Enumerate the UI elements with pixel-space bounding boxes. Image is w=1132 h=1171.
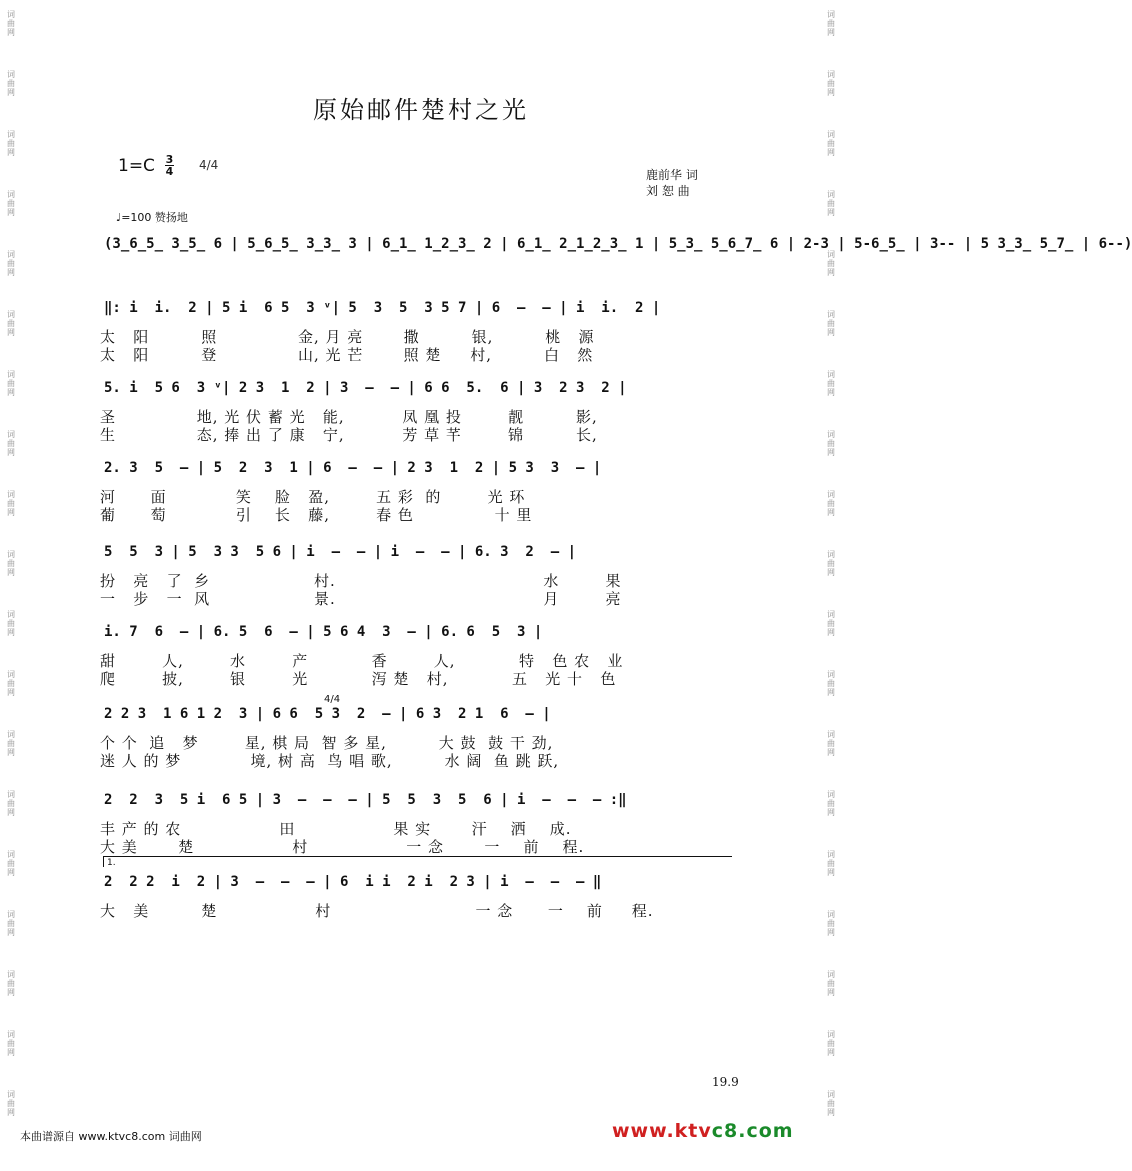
note-line: 2 2 3 1 6 1 2 3 | 6 6 5 3 2 – | 6 3 2 1 6 – | xyxy=(104,706,551,722)
time-signature xyxy=(165,154,174,177)
tempo-marking: ♩=100 赞扬地 xyxy=(116,211,188,224)
lyric-line-2: 爬 披, 银 光 泻 楚 村, 五 光 十 色 xyxy=(100,670,617,688)
footer-source: 本曲谱源自 www.ktvc8.com 词曲网 xyxy=(20,1130,202,1143)
watermark-text: 词 曲 网 xyxy=(827,730,835,757)
watermark-text: 词 曲 网 xyxy=(7,430,15,457)
lyricist-credit: 鹿前华 词 xyxy=(646,168,698,182)
lyric-line-2: 一 步 一 风 景. 月 亮 xyxy=(100,590,622,608)
lyric-line-2: 迷 人 的 梦 境, 树 高 鸟 唱 歌, 水 阔 鱼 跳 跃, xyxy=(100,752,560,770)
site-logo xyxy=(612,1120,794,1142)
watermark-text: 词 曲 网 xyxy=(7,190,15,217)
watermark-text: 词 曲 网 xyxy=(7,550,15,577)
watermark-text: 词 曲 网 xyxy=(7,790,15,817)
watermark-text: 词 曲 网 xyxy=(7,1090,15,1117)
watermark-text: 词 曲 网 xyxy=(7,310,15,337)
watermark-text: 词 曲 网 xyxy=(7,130,15,157)
watermark-text: 词 曲 网 xyxy=(827,1090,835,1117)
lyric-line-2: 生 态, 捧 出 了 康 宁, 芳 草 芊 锦 长, xyxy=(100,426,598,444)
lyric-line-1: 河 面 笑 脸 盈, 五 彩 的 光 环 xyxy=(100,488,526,506)
page-number: 19.9 xyxy=(712,1075,739,1089)
lyric-line-1: 甜 人, 水 产 香 人, 特 色 农 业 xyxy=(100,652,624,670)
volta-label: 1. xyxy=(107,858,116,868)
watermark-text: 词 曲 网 xyxy=(827,910,835,937)
watermark-text: 词 曲 网 xyxy=(827,370,835,397)
note-line: i. 7 6 – | 6. 5 6 – | 5 6 4 3 – | 6. 6 5 3 | xyxy=(104,624,543,640)
watermark-left xyxy=(4,0,18,1171)
watermark-text: 词 曲 网 xyxy=(827,670,835,697)
watermark-text: 词 曲 网 xyxy=(7,850,15,877)
watermark-text: 词 曲 网 xyxy=(7,910,15,937)
watermark-text: 词 曲 网 xyxy=(7,370,15,397)
watermark-text: 词 曲 网 xyxy=(7,670,15,697)
note-line: 2 2 3 5 i 6 5 | 3 – – – | 5 5 3 5 6 | i – – – :‖ xyxy=(104,792,627,808)
watermark-text: 词 曲 网 xyxy=(7,490,15,517)
watermark-text: 词 曲 网 xyxy=(7,70,15,97)
song-title: 原始邮件楚村之光 xyxy=(313,96,529,124)
lyric-line-1: 太 阳 照 金, 月 亮 撒 银, 桃 源 xyxy=(100,328,595,346)
composer-credit: 刘 恕 曲 xyxy=(646,184,690,198)
watermark-text: 词 曲 网 xyxy=(7,1030,15,1057)
alt-time-signature: 4/4 xyxy=(199,158,219,172)
time-change-mark: 4/4 xyxy=(324,694,341,705)
watermark-text: 词 曲 网 xyxy=(827,970,835,997)
lyric-line-1: 个 个 追 梦 星, 棋 局 智 多 星, 大 鼓 鼓 干 劲, xyxy=(100,734,554,752)
lyric-line-2: 葡 萄 引 长 藤, 春 色 十 里 xyxy=(100,506,533,524)
watermark-text: 词 曲 网 xyxy=(827,70,835,97)
watermark-text: 词 曲 网 xyxy=(7,970,15,997)
watermark-text: 词 曲 网 xyxy=(827,130,835,157)
note-line: ‖: i i. 2 | 5 i 6 5 3 ᵛ| 5 3 5 3 5 7 | 6 – – | i i. 2 | xyxy=(104,300,661,316)
key-signature: 1=C xyxy=(118,156,155,176)
brand-left: www.ktv xyxy=(612,1120,712,1142)
watermark-text: 词 曲 网 xyxy=(827,190,835,217)
note-line: 2. 3 5 – | 5 2 3 1 | 6 – – | 2 3 1 2 | 5 3 3 – | xyxy=(104,460,602,476)
note-line: 5. i 5 6 3 ᵛ| 2 3 1 2 | 3 – – | 6 6 5. 6 | 3 2 3 2 | xyxy=(104,380,627,396)
watermark-right xyxy=(824,0,838,1171)
watermark-text: 词 曲 网 xyxy=(827,1030,835,1057)
time-sig-bottom: 4 xyxy=(165,165,174,178)
note-line: 2 2 2 i 2 | 3 – – – | 6 i i 2 i 2 3 | i – – – ‖ xyxy=(104,874,602,890)
watermark-text: 词 曲 网 xyxy=(7,10,15,37)
watermark-text: 词 曲 网 xyxy=(827,610,835,637)
brand-right: c8.com xyxy=(711,1120,794,1142)
time-sig-top: 3 xyxy=(165,153,174,166)
watermark-text: 词 曲 网 xyxy=(827,790,835,817)
watermark-text: 词 曲 网 xyxy=(7,730,15,757)
watermark-text: 词 曲 网 xyxy=(827,550,835,577)
lyric-line-1: 扮 亮 了 乡 村. 水 果 xyxy=(100,572,622,590)
watermark-text: 词 曲 网 xyxy=(827,430,835,457)
lyric-line-1: 大 美 楚 村 一 念 一 前 程. xyxy=(100,902,654,920)
lyric-line-1: 圣 地, 光 伏 蓄 光 能, 凤 凰 投 靓 影, xyxy=(100,408,598,426)
watermark-text: 词 曲 网 xyxy=(827,250,835,277)
watermark-text: 词 曲 网 xyxy=(827,850,835,877)
volta-bracket xyxy=(103,856,732,867)
watermark-text: 词 曲 网 xyxy=(827,310,835,337)
watermark-text: 词 曲 网 xyxy=(827,490,835,517)
watermark-text: 词 曲 网 xyxy=(7,250,15,277)
lyric-line-2: 太 阳 登 山, 光 芒 照 楚 村, 白 然 xyxy=(100,346,594,364)
watermark-text: 词 曲 网 xyxy=(7,610,15,637)
lyric-line-2: 大 美 楚 村 一 念 一 前 程. xyxy=(100,838,585,856)
lyric-line-1: 丰 产 的 农 田 果 实 汗 洒 成. xyxy=(100,820,572,838)
watermark-text: 词 曲 网 xyxy=(827,10,835,37)
intro-line: (3̲6̲5̲ 3̲5̲ 6 | 5̲6̲5̲ 3̲3̲ 3 | 6̲1̲ 1̲2̲3̲ 2 | 6̲1̲ 2̲1̲2̲3̲ 1 | 5̲3̲ 5̲6̲7̲ 6 | 2-3 | 5-6̲5̲ | 3-- | 5 3̲3̲ 5̲7̲ | 6--) xyxy=(104,236,1132,252)
note-line: 5 5 3 | 5 3 3 5 6 | i – – | i – – | 6. 3 2 – | xyxy=(104,544,577,560)
